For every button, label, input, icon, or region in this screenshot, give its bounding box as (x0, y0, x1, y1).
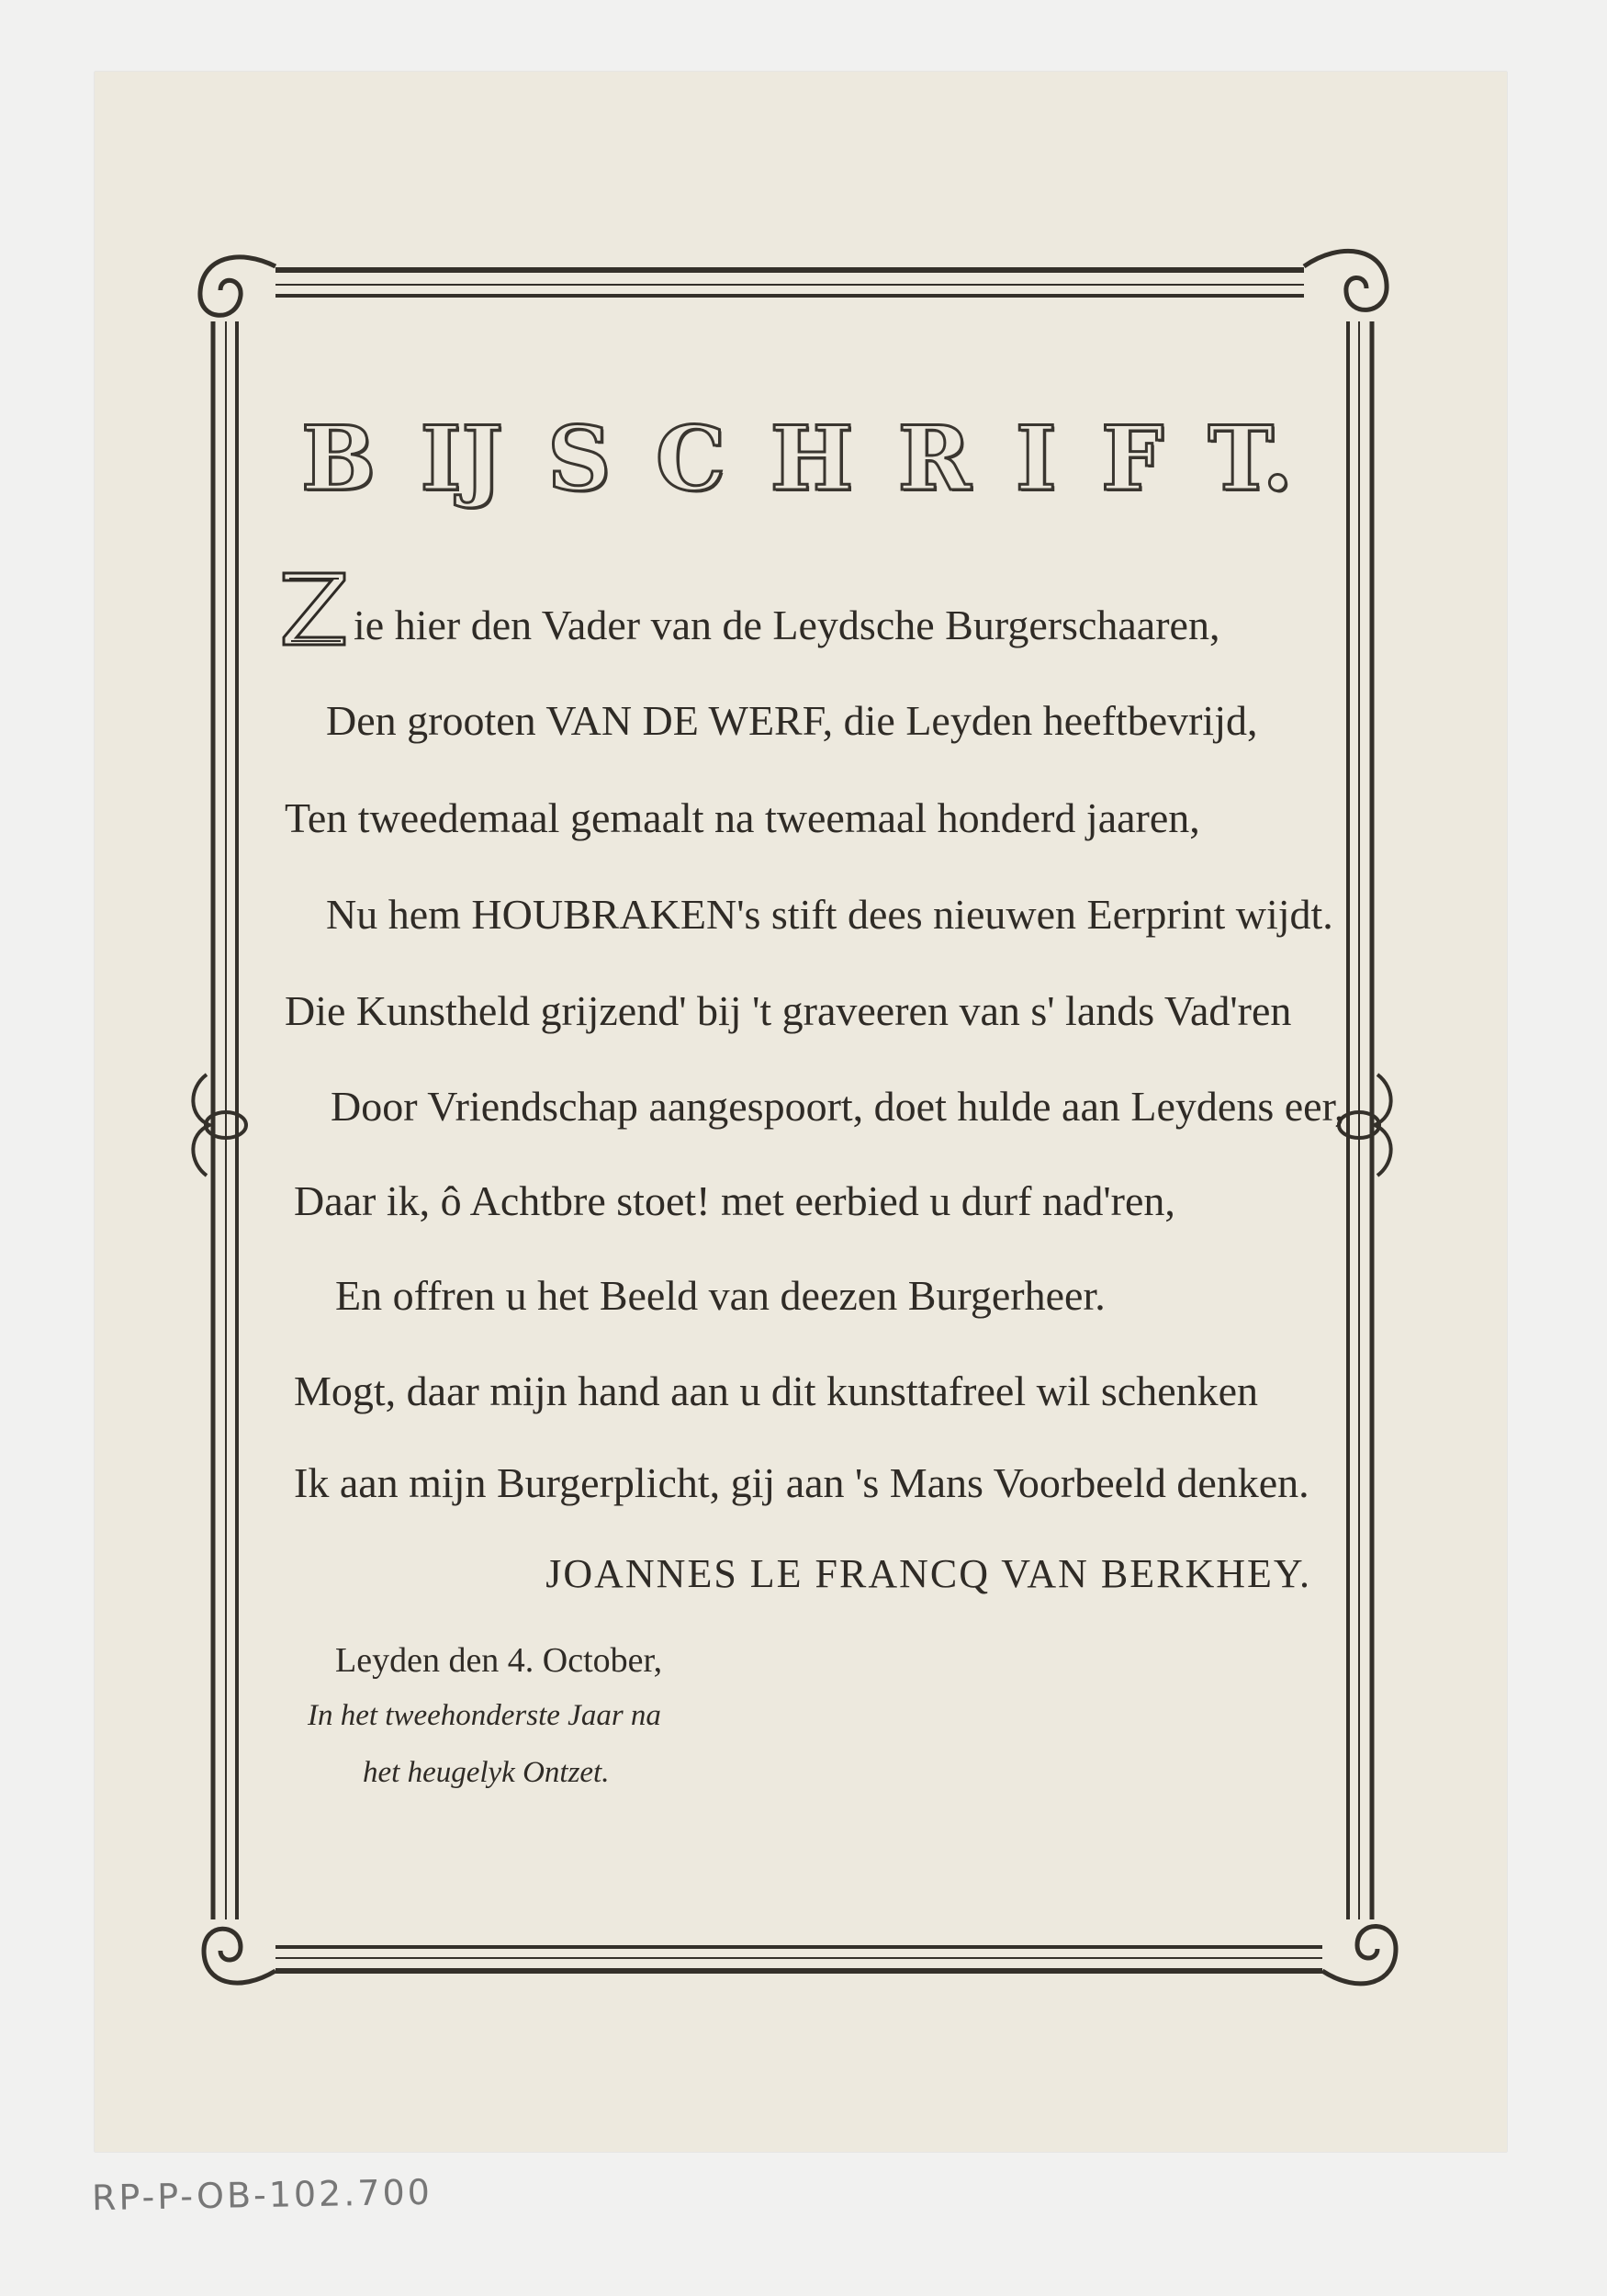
poem-line-3: Ten tweedemaal gemaalt na tweemaal honderd jaaren, (285, 794, 1200, 841)
heading-letter: C (655, 407, 726, 511)
heading-letter: S (547, 407, 612, 511)
signature: JOANNES LE FRANCQ VAN BERKHEY. (545, 1551, 1311, 1596)
heading-letter: I (1015, 407, 1057, 511)
date-line-1: Leyden den 4. October, (335, 1641, 663, 1680)
heading-letter: R (897, 407, 972, 511)
poem-line-2: Den grooten VAN DE WERF, die Leyden heeftbevrijd, (326, 697, 1258, 744)
poem-line-1: ie hier den Vader van de Leydsche Burgerschaaren, (354, 602, 1220, 648)
poem-line-10: Ik aan mijn Burgerplicht, gij aan 's Mans Voorbeeld denken. (294, 1459, 1309, 1506)
date-line-2: In het tweehonderste Jaar na (308, 1699, 661, 1732)
heading-letter: H (770, 407, 854, 511)
heading-letter: T. (1208, 407, 1293, 511)
heading-letter: B (301, 407, 376, 511)
poem-line-7: Daar ik, ô Achtbre stoet! met eerbied u durf nad'ren, (294, 1177, 1175, 1224)
heading-letter: IJ (420, 407, 503, 511)
poem-line-9: Mogt, daar mijn hand aan u dit kunsttafreel wil schenken (294, 1367, 1259, 1414)
poem-line-4: Nu hem HOUBRAKEN's stift dees nieuwen Eerprint wijdt. (326, 891, 1333, 938)
date-line-3: het heugelyk Ontzet. (363, 1756, 610, 1789)
poem-line-6: Door Vriendschap aangespoort, doet hulde aan Leydens eer, (331, 1083, 1345, 1130)
poem-line-5: Die Kunstheld grijzend' bij 't graveeren van s' lands Vad'ren (285, 987, 1292, 1034)
catalog-number: RP-P-OB-102.700 (91, 2171, 433, 2219)
poem-line-8: En offren u het Beeld van deezen Burgerheer. (335, 1272, 1106, 1319)
heading-letter: F (1101, 407, 1164, 511)
